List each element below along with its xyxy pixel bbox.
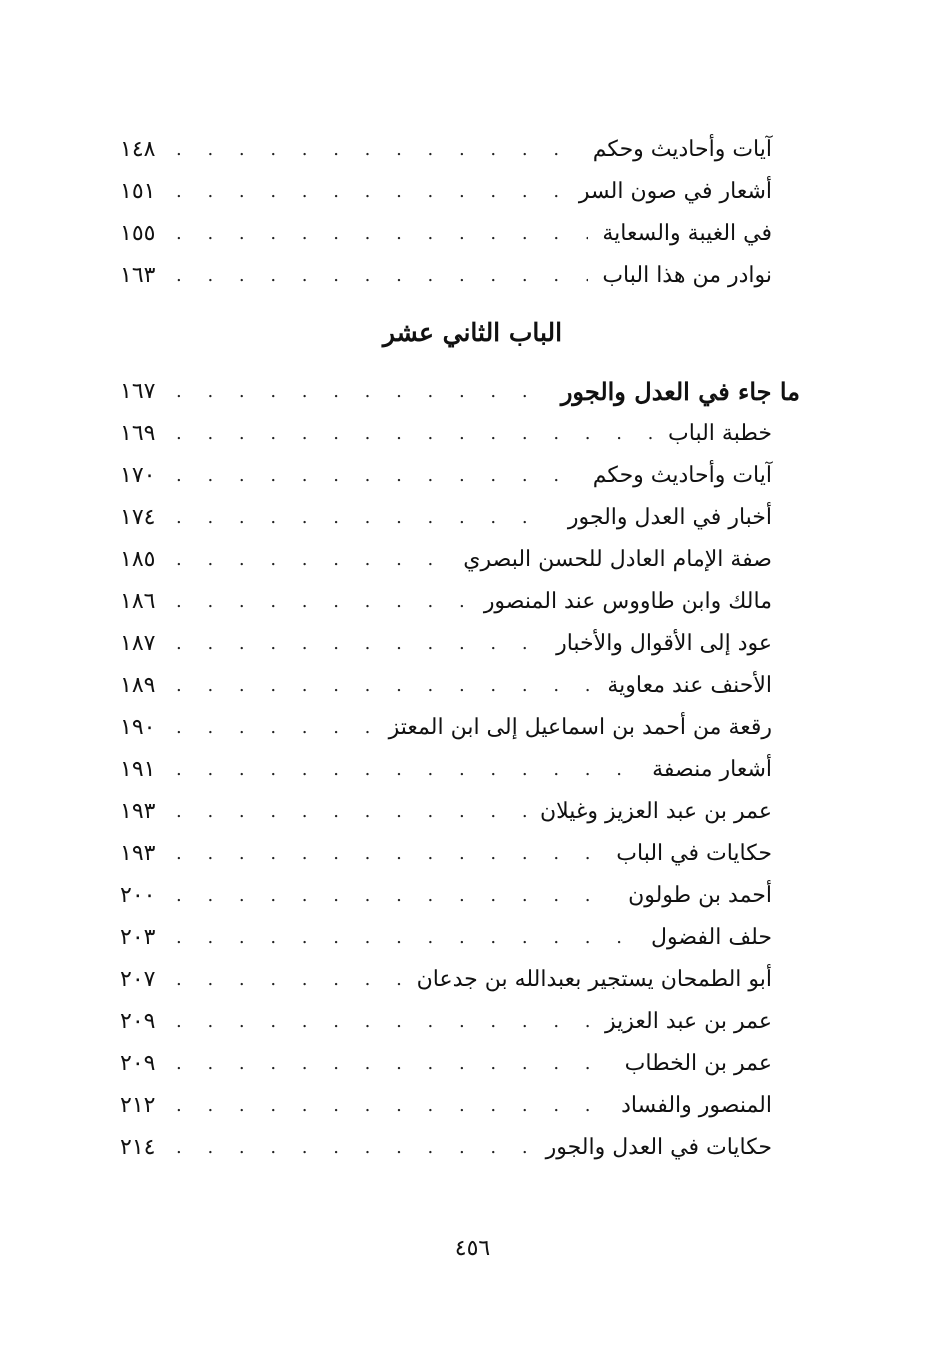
toc-entry-page: ١٦٩ (120, 420, 156, 446)
chapter-heading: الباب الثاني عشر (382, 318, 563, 347)
toc-entry-page: ١٩٣ (120, 840, 156, 866)
toc-entry (120, 916, 800, 958)
toc-entry (120, 212, 800, 254)
toc-entry-title: خطبة الباب (668, 420, 772, 446)
toc-entry-page: ١٦٣ (120, 262, 156, 288)
toc-entry (120, 874, 800, 916)
toc-entry-title: عود إلى الأقوال والأخبار (556, 630, 772, 656)
toc-entry-title: أشعار منصفة (652, 756, 772, 782)
dot-leader (176, 181, 565, 202)
dot-leader (176, 1137, 532, 1158)
toc-entry (120, 1042, 800, 1084)
toc-entry-title: أبو الطمحان يستجير بعبدالله بن جدعان (416, 966, 772, 992)
toc-entry-page: ١٥٥ (120, 220, 156, 246)
toc-entry (120, 1126, 800, 1168)
toc-entry (120, 496, 800, 538)
toc-entry-page: ١٤٨ (120, 136, 156, 162)
dot-leader (176, 717, 375, 738)
dot-leader (176, 1053, 611, 1074)
dot-leader (176, 759, 638, 780)
toc-entry-title: آيات وأحاديث وحكم (592, 136, 772, 162)
dot-leader (176, 843, 602, 864)
toc-entry-title: في الغيبة والسعاية (602, 220, 772, 246)
toc-entry (120, 254, 800, 296)
dot-leader (176, 885, 614, 906)
toc-entry-page: ١٩١ (120, 756, 156, 782)
toc-entry-page: ٢٠٩ (120, 1050, 156, 1076)
toc-entry-title: حلف الفضول (650, 924, 772, 950)
toc-entry (120, 1084, 800, 1126)
toc-entry-title: عمر بن عبد العزيز وغيلان (539, 798, 772, 824)
toc-entry (120, 454, 800, 496)
toc-entry-title: آيات وأحاديث وحكم (592, 462, 772, 488)
toc-entry-title: حكايات في العدل والجور (545, 1134, 772, 1160)
toc-entry-title: عمر بن عبد العزيز (605, 1008, 772, 1034)
toc-entry (120, 958, 800, 1000)
dot-leader (176, 1095, 607, 1116)
page-number: ٤٥٦ (454, 1236, 491, 1261)
toc-entry-page: ٢١٢ (120, 1092, 156, 1118)
toc-entry (120, 790, 800, 832)
dot-leader (176, 423, 654, 444)
toc-entry-page: ١٨٥ (120, 546, 156, 572)
toc-main-entry (120, 370, 800, 412)
toc-entry-page: ١٩٠ (120, 714, 156, 740)
toc-entry-title: مالك وابن طاووس عند المنصور (483, 588, 772, 614)
toc-entry (120, 664, 800, 706)
toc-entry-page: ١٩٣ (120, 798, 156, 824)
toc-entry-page: ١٥١ (120, 178, 156, 204)
dot-leader (176, 633, 542, 654)
dot-leader (176, 969, 403, 990)
toc-entry (120, 412, 800, 454)
toc-entry-page: ١٧٤ (120, 504, 156, 530)
toc-top-section (120, 128, 800, 296)
toc-entry (120, 580, 800, 622)
toc-entry-title: ما جاء في العدل والجور (560, 376, 800, 406)
toc-entry (120, 128, 800, 170)
toc-chapter-section (120, 370, 800, 1168)
toc-entry-page: ٢٠٠ (120, 882, 156, 908)
dot-leader (176, 1011, 591, 1032)
toc-entry-title: عمر بن الخطاب (624, 1050, 772, 1076)
toc-entry (120, 538, 800, 580)
dot-leader (176, 927, 637, 948)
toc-entry-page: ٢٠٣ (120, 924, 156, 950)
dot-leader (176, 465, 579, 486)
toc-entry-title: صفة الإمام العادل للحسن البصري (463, 546, 772, 572)
toc-entry (120, 706, 800, 748)
dot-leader (176, 381, 547, 402)
dot-leader (176, 801, 526, 822)
dot-leader (176, 265, 588, 286)
dot-leader (176, 139, 579, 160)
toc-entry-title: رقعة من أحمد بن اسماعيل إلى ابن المعتز (388, 714, 772, 740)
toc-entry-title: أشعار في صون السر (578, 178, 772, 204)
toc-entry-title: أخبار في العدل والجور (567, 504, 772, 530)
toc-entry-title: حكايات في الباب (616, 840, 772, 866)
toc-entry-page: ٢٠٧ (120, 966, 156, 992)
toc-entry (120, 622, 800, 664)
dot-leader (176, 591, 470, 612)
toc-entry-title: المنصور والفساد (621, 1092, 772, 1118)
toc-entry-page: ٢١٤ (120, 1134, 156, 1160)
toc-entry-title: أحمد بن طولون (628, 882, 772, 908)
toc-entry (120, 170, 800, 212)
toc-entry-page: ١٨٩ (120, 672, 156, 698)
toc-entry-page: ١٨٦ (120, 588, 156, 614)
toc-entry (120, 1000, 800, 1042)
dot-leader (176, 223, 588, 244)
toc-entry-page: ١٦٧ (120, 378, 156, 404)
toc-entry-page: ١٨٧ (120, 630, 156, 656)
dot-leader (176, 675, 593, 696)
toc-entry-title: الأحنف عند معاوية (607, 672, 772, 698)
toc-entry (120, 832, 800, 874)
dot-leader (176, 507, 554, 528)
toc-entry-page: ١٧٠ (120, 462, 156, 488)
toc-entry-page: ٢٠٩ (120, 1008, 156, 1034)
toc-entry (120, 748, 800, 790)
dot-leader (176, 549, 449, 570)
toc-entry-title: نوادر من هذا الباب (602, 262, 772, 288)
